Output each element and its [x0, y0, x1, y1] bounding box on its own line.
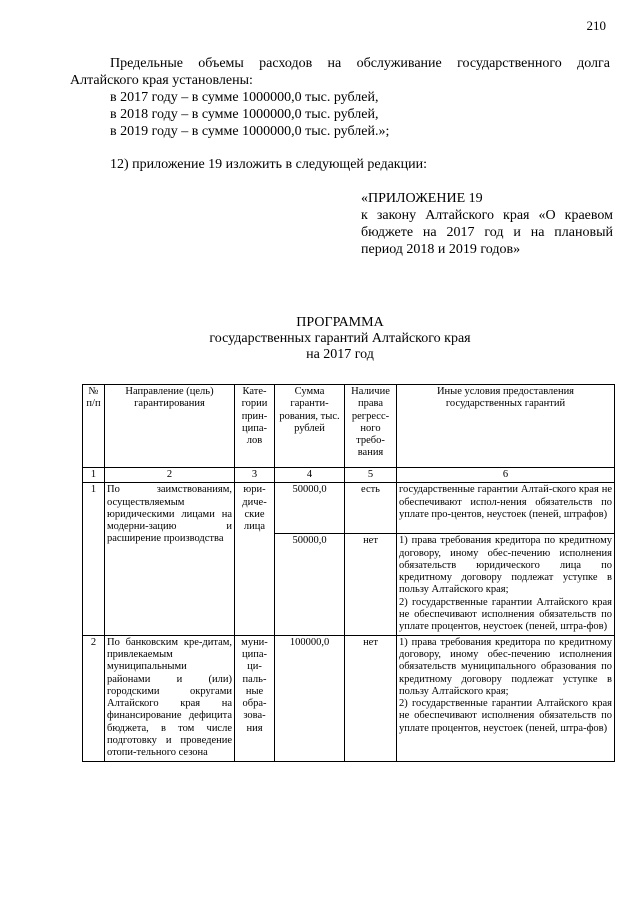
limit-line-2019: в 2019 году – в сумме 1000000,0 тыс. рублей.»; — [110, 124, 390, 139]
row-1a-regress: есть — [345, 483, 397, 534]
table-row — [83, 483, 615, 534]
heading-line-1: ПРОГРАММА — [296, 315, 384, 330]
header-conditions: Иные условия предоставления государственных гарантий — [397, 385, 615, 468]
row-2-direction: По банковским кре-дитам, привлекаемым муниципальными районами и (или) городскими округами Алтайского края на финансирование дефицита бюджета, в том числе подготовку и проведение отопи-тельного сезона — [105, 635, 235, 761]
appendix-block — [361, 190, 613, 258]
row-1a-conditions: государственные гарантии Алтай-ского края не обеспечивают испол-нения обязательств по уплате про-центов, неустоек (пеней, штрафов) — [397, 483, 615, 534]
col-number-3: 3 — [235, 468, 275, 483]
col-number-4: 4 — [275, 468, 345, 483]
limit-line-2018: в 2018 году – в сумме 1000000,0 тыс. рублей, — [110, 107, 379, 122]
appendix-text: к закону Алтайского края «О краевом бюджете на 2017 год и на плановый период 2018 и 2019 годов» — [361, 208, 613, 257]
row-2-no: 2 — [83, 635, 105, 761]
program-heading — [70, 315, 610, 363]
row-1b-regress: нет — [345, 534, 397, 635]
body-text — [70, 55, 610, 173]
item-12: 12) приложение 19 изложить в следующей редакции: — [110, 157, 427, 172]
intro-paragraph: Предельные объемы расходов на обслуживание государственного долга Алтайского края установлены: — [70, 56, 610, 88]
row-1a-amount: 50000,0 — [275, 483, 345, 534]
header-amount: Сумма гаранти-рования, тыс. рублей — [275, 385, 345, 468]
row-1-category: юри-диче-ские лица — [235, 483, 275, 635]
row-2-conditions — [397, 635, 615, 761]
table-header-row — [83, 385, 615, 468]
row-1b-condition-1: 1) права требования кредитора по кредитному договору, иному обес-печению исполнения обязательств юридического лица по кредитному договору подлежат уступке в пользу Алтайского края; — [399, 535, 612, 596]
appendix-title: «ПРИЛОЖЕНИЕ 19 — [361, 191, 483, 206]
header-category: Кате-гории прин-ципа-лов — [235, 385, 275, 468]
guarantees-table — [82, 384, 615, 762]
col-number-2: 2 — [105, 468, 235, 483]
table-row — [83, 635, 615, 761]
header-direction: Направление (цель) гарантирования — [105, 385, 235, 468]
row-2-condition-1: 1) права требования кредитора по кредитному договору, иному обес-печению исполнения обязательств муниципального образования по кредитному договору подлежат уступке в пользу Алтайского края; — [399, 636, 612, 697]
heading-line-3: на 2017 год — [306, 347, 374, 362]
row-2-condition-2: 2) государственные гарантии Алтайского края не обеспечивают исполнения обязательств по уплате процентов, неустоек (пеней, штра-фов) — [399, 698, 612, 734]
row-2-amount: 100000,0 — [275, 635, 345, 761]
col-number-5: 5 — [345, 468, 397, 483]
page-number: 210 — [586, 18, 606, 33]
limit-line-2017: в 2017 году – в сумме 1000000,0 тыс. рублей, — [110, 90, 379, 105]
row-1b-conditions — [397, 534, 615, 635]
column-number-row — [83, 468, 615, 483]
row-1b-condition-2: 2) государственные гарантии Алтайского края не обеспечивают исполнения обязательств по уплате процентов, неустоек (пеней, штра-фов) — [399, 596, 612, 633]
row-1b-amount: 50000,0 — [275, 534, 345, 635]
row-2-category: муни-ципа-ци-паль-ные обра-зова-ния — [235, 635, 275, 761]
header-regress: Наличие права регресс-ного требо-вания — [345, 385, 397, 468]
header-no: № п/п — [83, 385, 105, 468]
row-1-direction: По заимствованиям, осуществляемым юридическими лицами на модерни-зацию и расширение производства — [105, 483, 235, 635]
heading-line-2: государственных гарантий Алтайского края — [209, 331, 471, 346]
row-1-no: 1 — [83, 483, 105, 635]
col-number-6: 6 — [397, 468, 615, 483]
col-number-1: 1 — [83, 468, 105, 483]
row-2-regress: нет — [345, 635, 397, 761]
